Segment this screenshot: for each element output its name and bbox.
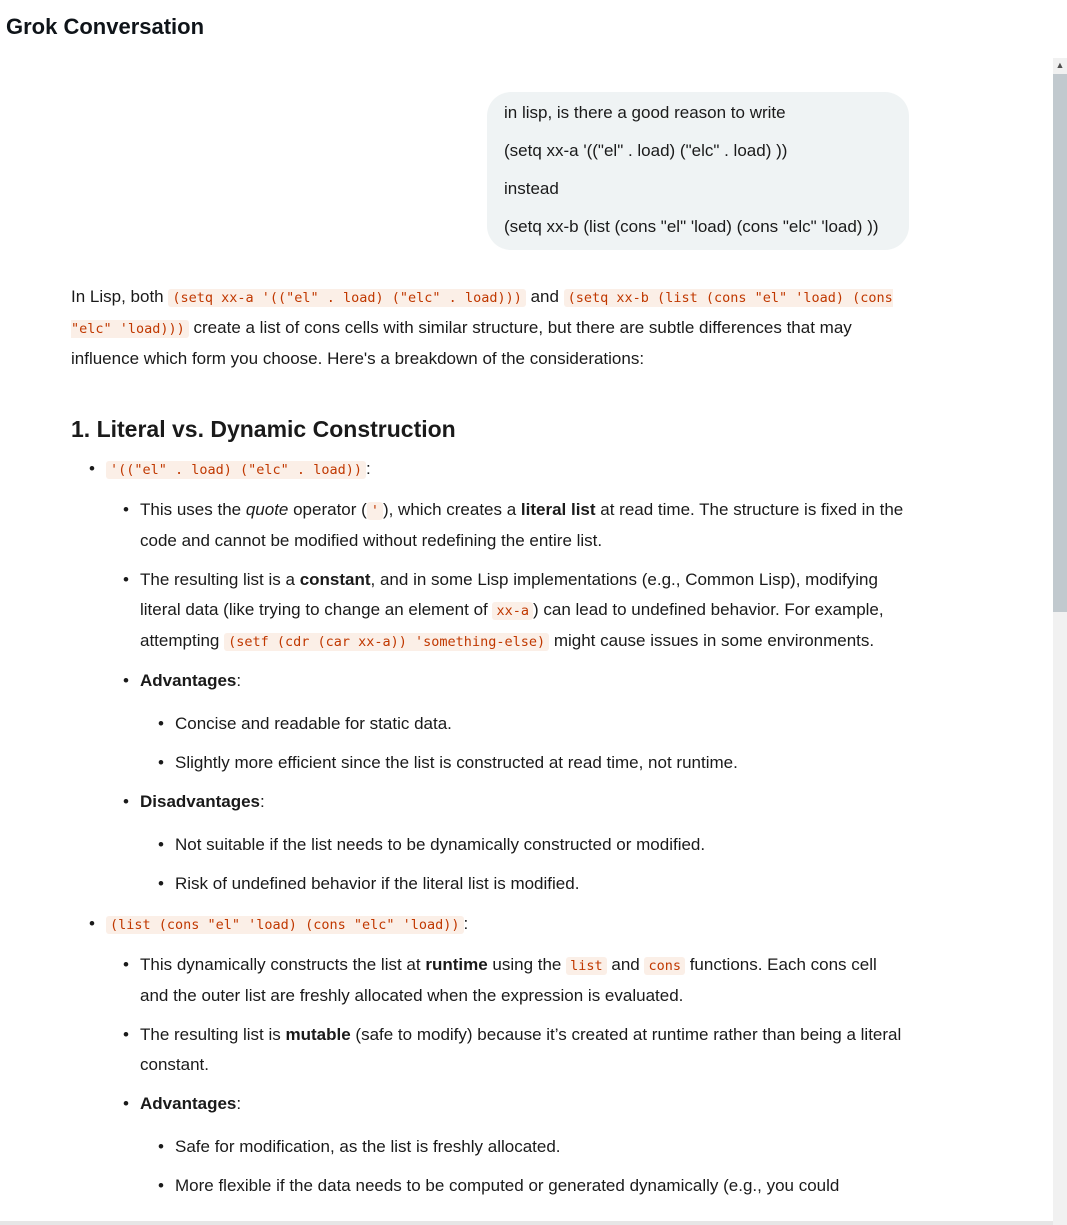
sub-list <box>106 495 909 899</box>
text: ) can lead to undefined behavior. For example, attempting <box>140 600 884 650</box>
disadvantages-label: Disadvantages <box>140 792 260 811</box>
inline-code: ' <box>367 502 383 520</box>
list-item: • Not suitable if the list needs to be dynamically constructed or modified. <box>175 830 909 860</box>
list-item-dynamic <box>106 909 909 1201</box>
disadvantages-list <box>140 830 909 899</box>
bottom-edge <box>0 1221 1053 1225</box>
list-item: • Risk of undefined behavior if the literal list is modified. <box>175 869 909 899</box>
list-item <box>140 950 909 1011</box>
bold-text: constant <box>299 570 371 589</box>
emphasis-text: quote <box>245 500 289 519</box>
inline-code: list <box>566 957 607 975</box>
text: functions. Each cons cell and the outer list are freshly allocated when the expression is evaluated. <box>140 955 877 1005</box>
label-colon: : <box>236 671 242 690</box>
user-message-bubble <box>487 92 909 250</box>
inline-code: (list (cons "el" 'load) (cons "elc" 'load)) <box>106 916 464 934</box>
inline-code: cons <box>644 957 685 975</box>
text: This uses the <box>140 500 246 519</box>
list-item-literal <box>106 454 909 899</box>
text: (safe to modify) because it’s created at runtime rather than being a literal constant. <box>140 1025 902 1074</box>
inline-code: (setq xx-b (list (cons "el" 'load) (cons "elc" 'load))) <box>71 290 893 337</box>
label-colon: : <box>236 1094 242 1113</box>
advantages-item <box>140 1089 909 1201</box>
intro-text: In Lisp, both <box>71 287 169 306</box>
response-intro <box>71 282 909 374</box>
scrollbar-thumb[interactable] <box>1053 74 1067 612</box>
advantages-list <box>140 1132 909 1201</box>
intro-text: and <box>525 287 564 306</box>
sub-list <box>106 950 909 1201</box>
list-item-colon: : <box>365 459 371 478</box>
list-item <box>140 495 909 556</box>
list-item: • Slightly more efficient since the list is constructed at read time, not runtime. <box>175 748 909 778</box>
advantages-list <box>140 709 909 778</box>
page-title: Grok Conversation <box>6 14 205 39</box>
list-item: • More flexible if the data needs to be computed or generated dynamically (e.g., you could <box>175 1171 909 1201</box>
text: at read time. The structure is fixed in the code and cannot be modified without redefining the entire list. <box>140 500 904 550</box>
text: operator ( <box>288 500 367 519</box>
text: using the <box>487 955 567 974</box>
bold-text: mutable <box>285 1025 351 1044</box>
text: The resulting list is a <box>140 570 300 589</box>
text: ), which creates a <box>382 500 521 519</box>
label-colon: : <box>260 792 265 811</box>
user-message-line: in lisp, is there a good reason to write <box>504 103 786 122</box>
user-message-line: instead <box>504 179 559 198</box>
list-item <box>140 565 909 657</box>
disadvantages-item <box>140 787 909 899</box>
inline-code: (setf (cdr (car xx-a)) 'something-else) <box>224 633 549 651</box>
text: The resulting list is <box>140 1025 286 1044</box>
assistant-response <box>71 282 909 1211</box>
inline-code: '(("el" . load) ("elc" . load)) <box>106 461 366 479</box>
inline-code: (setq xx-a '(("el" . load) ("elc" . load))) <box>168 289 526 307</box>
conversation-scroll-area[interactable] <box>0 58 1053 1225</box>
list-item-colon: : <box>463 914 469 933</box>
bold-text: literal list <box>520 500 596 519</box>
section-heading: 1. Literal vs. Dynamic Construction <box>71 416 456 442</box>
intro-text: create a list of cons cells with similar structure, but there are subtle differences that may influence which form you choose. Here's a breakdown of the considerations: <box>71 318 852 368</box>
bold-text: runtime <box>425 955 488 974</box>
inline-code: xx-a <box>492 602 533 620</box>
scroll-up-arrow-icon[interactable]: ▲ <box>1055 60 1065 70</box>
list-item <box>140 1020 909 1080</box>
list-item: • Safe for modification, as the list is freshly allocated. <box>175 1132 909 1162</box>
advantages-item <box>140 666 909 778</box>
text: might cause issues in some environments. <box>549 631 875 650</box>
advantages-label: Advantages <box>140 1094 237 1113</box>
user-message-line: (setq xx-a '(("el" . load) ("elc" . load) )) <box>504 141 788 160</box>
advantages-label: Advantages <box>140 671 237 690</box>
section-list <box>71 454 909 1201</box>
text: This dynamically constructs the list at <box>140 955 426 974</box>
text: , and in some Lisp implementations (e.g., Common Lisp), modifying literal data (like trying to change an element of <box>140 570 878 619</box>
vertical-scrollbar[interactable] <box>1053 58 1067 1225</box>
user-message-line: (setq xx-b (list (cons "el" 'load) (cons "elc" 'load) )) <box>504 217 879 236</box>
list-item: • Concise and readable for static data. <box>175 709 909 739</box>
text: and <box>606 955 645 974</box>
